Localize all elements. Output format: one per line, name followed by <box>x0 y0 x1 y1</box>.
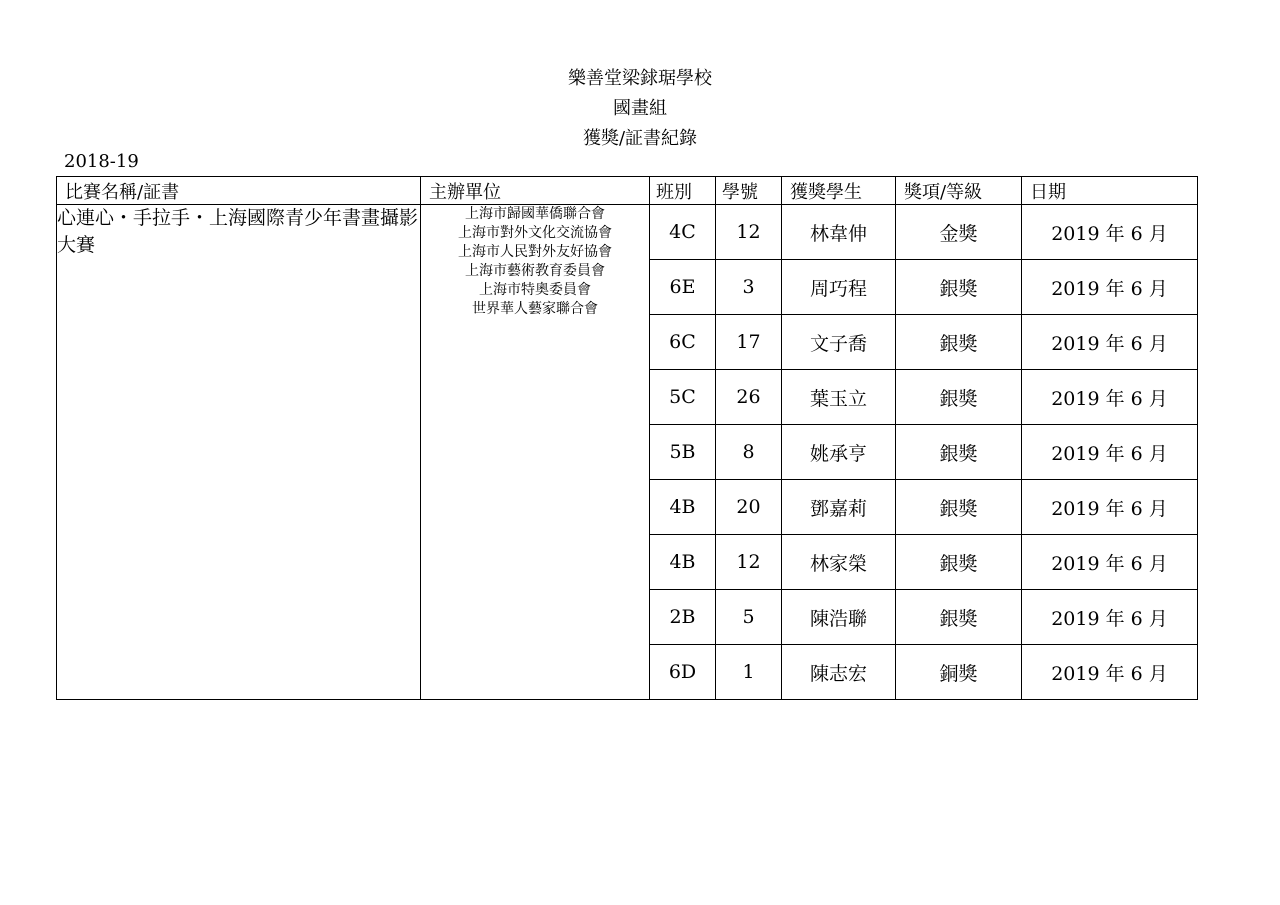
organizer-list <box>421 205 650 700</box>
award-cell: 銀獎 <box>896 370 1022 425</box>
date-cell: 2019 年 6 月 <box>1022 535 1198 590</box>
award-cell: 銀獎 <box>896 480 1022 535</box>
class-cell: 5B <box>650 425 716 480</box>
student-cell: 姚承亨 <box>782 425 896 480</box>
date-cell: 2019 年 6 月 <box>1022 645 1198 700</box>
date-cell: 2019 年 6 月 <box>1022 425 1198 480</box>
award-cell: 金獎 <box>896 205 1022 260</box>
class-cell: 2B <box>650 590 716 645</box>
header-student: 獲獎學生 <box>782 177 896 205</box>
group-name: 國畫組 <box>613 98 667 119</box>
class-cell: 4C <box>650 205 716 260</box>
student-cell: 林韋伸 <box>782 205 896 260</box>
date-cell: 2019 年 6 月 <box>1022 205 1198 260</box>
header-date: 日期 <box>1022 177 1198 205</box>
organizer-item: 上海市藝術教育委員會 <box>465 263 605 279</box>
number-cell: 12 <box>716 535 782 590</box>
number-cell: 1 <box>716 645 782 700</box>
organizer-item: 上海市歸國華僑聯合會 <box>465 206 605 222</box>
number-cell: 8 <box>716 425 782 480</box>
document-header <box>0 64 1280 154</box>
award-cell: 銀獎 <box>896 535 1022 590</box>
header-competition: 比賽名稱/証書 <box>57 177 421 205</box>
class-cell: 4B <box>650 535 716 590</box>
student-cell: 陳浩聯 <box>782 590 896 645</box>
school-year: 2018-19 <box>64 151 139 172</box>
class-cell: 4B <box>650 480 716 535</box>
number-cell: 26 <box>716 370 782 425</box>
number-cell: 12 <box>716 205 782 260</box>
student-cell: 鄧嘉莉 <box>782 480 896 535</box>
awards-table <box>56 176 1198 700</box>
date-cell: 2019 年 6 月 <box>1022 480 1198 535</box>
student-cell: 葉玉立 <box>782 370 896 425</box>
date-cell: 2019 年 6 月 <box>1022 260 1198 315</box>
organizer-item: 上海市特奧委員會 <box>479 282 591 298</box>
header-award: 獎項/等級 <box>896 177 1022 205</box>
table-row <box>57 205 1198 260</box>
date-cell: 2019 年 6 月 <box>1022 370 1198 425</box>
competition-name: 心連心・手拉手・上海國際青少年書畫攝影大賽 <box>57 205 421 700</box>
class-cell: 6E <box>650 260 716 315</box>
header-organizer: 主辦單位 <box>421 177 650 205</box>
award-cell: 銀獎 <box>896 260 1022 315</box>
student-cell: 文子喬 <box>782 315 896 370</box>
award-cell: 銅獎 <box>896 645 1022 700</box>
class-cell: 5C <box>650 370 716 425</box>
number-cell: 17 <box>716 315 782 370</box>
table-header-row <box>57 177 1198 205</box>
organizer-item: 上海市對外文化交流協會 <box>458 225 612 241</box>
award-cell: 銀獎 <box>896 590 1022 645</box>
header-number: 學號 <box>716 177 782 205</box>
header-class: 班別 <box>650 177 716 205</box>
class-cell: 6C <box>650 315 716 370</box>
date-cell: 2019 年 6 月 <box>1022 590 1198 645</box>
number-cell: 5 <box>716 590 782 645</box>
number-cell: 20 <box>716 480 782 535</box>
student-cell: 周巧程 <box>782 260 896 315</box>
date-cell: 2019 年 6 月 <box>1022 315 1198 370</box>
number-cell: 3 <box>716 260 782 315</box>
record-title: 獲獎/証書紀錄 <box>582 128 698 149</box>
student-cell: 陳志宏 <box>782 645 896 700</box>
award-cell: 銀獎 <box>896 425 1022 480</box>
school-name: 樂善堂梁銶琚學校 <box>568 68 712 89</box>
organizer-item: 世界華人藝家聯合會 <box>472 301 598 317</box>
student-cell: 林家榮 <box>782 535 896 590</box>
organizer-item: 上海市人民對外友好協會 <box>458 244 612 260</box>
award-cell: 銀獎 <box>896 315 1022 370</box>
class-cell: 6D <box>650 645 716 700</box>
